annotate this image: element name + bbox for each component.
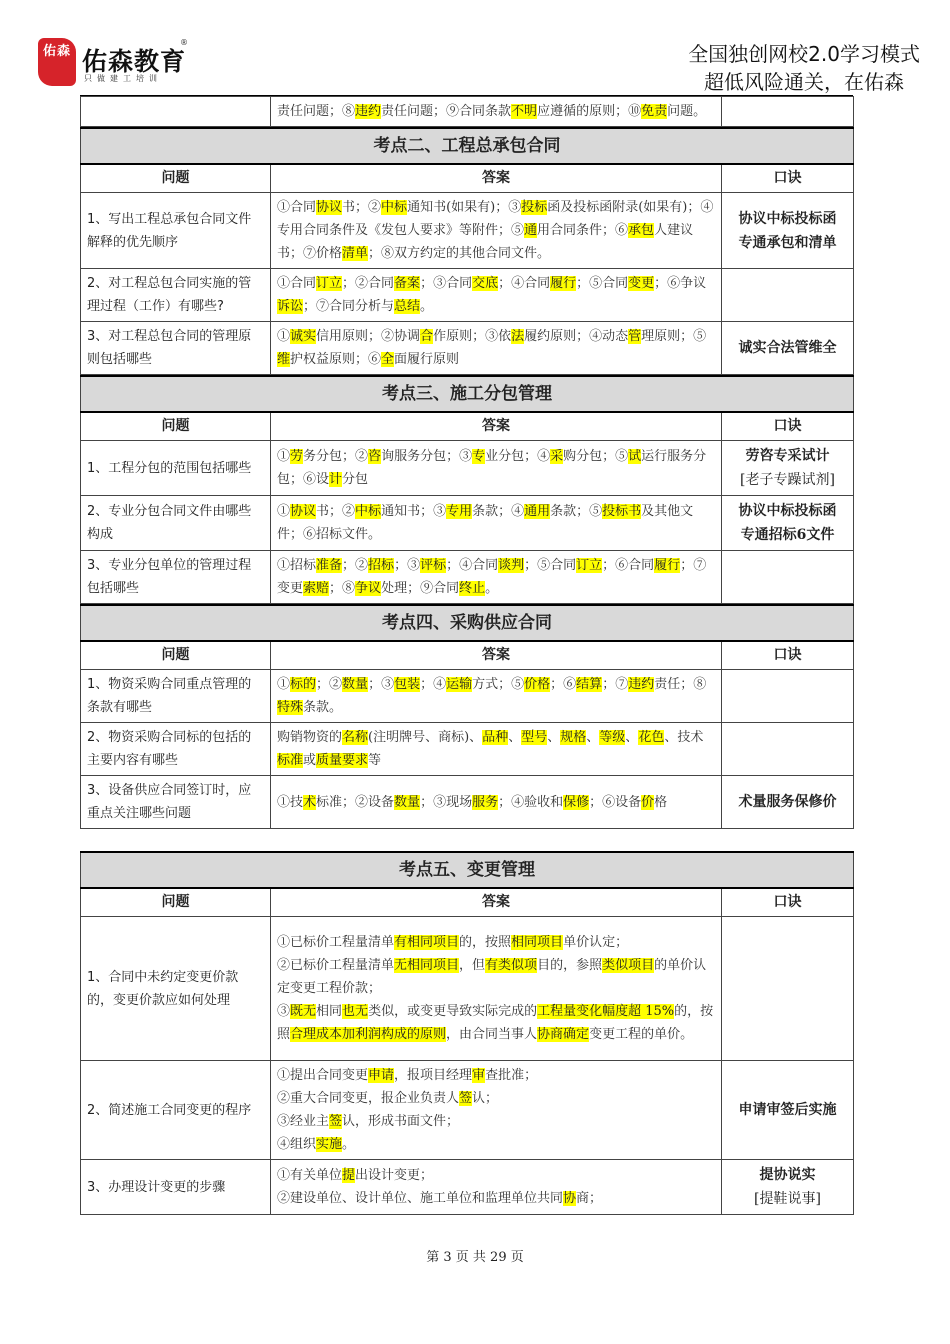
highlight: 标准 [277, 753, 304, 768]
highlight: 价 [641, 794, 655, 810]
answer-header: 答案 [271, 164, 722, 193]
highlight: 签 [459, 1091, 473, 1106]
question-cell: 3、专业分包单位的管理过程包括哪些 [81, 551, 271, 604]
answer-cell: 责任问题；⑧违约责任问题；⑨合同条款不明应遵循的原则；⑩免责问题。 [271, 97, 722, 127]
highlight: 协 [563, 1191, 577, 1206]
highlight: 免责 [641, 104, 668, 119]
highlight: 准备 [316, 558, 343, 573]
question-cell: 3、对工程总包合同的管理原则包括哪些 [81, 322, 271, 375]
mnemonic-line: 术量服务保修价 [738, 794, 837, 810]
answer-cell: ①诚实信用原则；②协调合作原则；③依法履约原则；④动态管理原则；⑤维护权益原则；⑥全面履行原则 [271, 322, 722, 375]
highlight: 通用 [524, 504, 551, 519]
highlight: 等级 [599, 730, 626, 745]
highlight: 交底 [472, 276, 499, 291]
highlight: 投标书 [602, 504, 642, 519]
highlight: 中标 [381, 200, 408, 215]
question-cell: 1、工程分包的范围包括哪些 [81, 441, 271, 496]
highlight: 合 [420, 329, 434, 344]
highlight: 订立 [576, 558, 603, 573]
mnemonic-line: 协议中标投标函 [738, 210, 837, 227]
highlight: 计 [329, 472, 343, 487]
highlight: 提 [342, 1168, 356, 1183]
highlight: 维 [277, 352, 291, 367]
highlight: 试 [628, 449, 642, 464]
question-header: 问题 [81, 164, 271, 193]
highlight: 审 [472, 1068, 486, 1083]
mnemonic-header: 口诀 [722, 641, 854, 670]
mnemonic-cell [722, 1160, 854, 1215]
table-row [81, 322, 854, 375]
highlight: 违约 [628, 677, 655, 692]
highlight: 术 [303, 794, 317, 810]
table-part1 [80, 96, 854, 127]
logo-subtitle: 只做建工培训 [84, 74, 162, 83]
highlight: 劳 [290, 449, 304, 464]
highlight: 全 [381, 352, 395, 367]
continued-row [81, 97, 854, 127]
answer-cell: 购销物资的名称(注明牌号、商标)、品种、型号、规格、等级、花色、技术标准或质量要求等 [271, 723, 722, 776]
mnemonic-cell [722, 1061, 854, 1160]
highlight: 包装 [394, 677, 421, 692]
highlight: 管 [628, 329, 642, 344]
highlight: 法 [511, 329, 525, 344]
answer-cell: ①劳务分包；②咨询服务分包；③专业分包；④采购分包；⑤试运行服务分包；⑥设计分包 [271, 441, 722, 496]
question-cell: 3、办理设计变更的步骤 [81, 1160, 271, 1215]
highlight: 品种 [482, 730, 509, 745]
section-4 [80, 604, 854, 829]
table-row [81, 496, 854, 551]
highlight: 采 [550, 449, 564, 464]
table-row [81, 1061, 854, 1160]
highlight: 申请 [368, 1068, 395, 1083]
highlight: 价格 [524, 677, 551, 692]
question-cell: 2、专业分包合同文件由哪些构成 [81, 496, 271, 551]
mnemonic-header: 口诀 [722, 888, 854, 917]
mnemonic-line-2: [提鞋说事] [754, 1191, 821, 1207]
highlight: 清单 [342, 246, 369, 261]
question-cell: 1、物资采购合同重点管理的条款有哪些 [81, 670, 271, 723]
answer-cell: ①标的；②数量；③包装；④运输方式；⑤价格；⑥结算；⑦违约责任；⑧特殊条款。 [271, 670, 722, 723]
table-row [81, 441, 854, 496]
answer-cell: ①合同订立；②合同备案；③合同交底；④合同履行；⑤合同变更；⑥争议诉讼；⑦合同分析与总结。 [271, 269, 722, 322]
mnemonic-line: 诚实合法管维全 [738, 340, 837, 356]
highlight: 通 [524, 223, 538, 238]
highlight: 评标 [420, 558, 447, 573]
highlight: 专用 [446, 504, 473, 519]
mnemonic-cell [722, 670, 854, 723]
registered-mark: ® [180, 38, 188, 47]
logo-seal: 佑森 [38, 38, 76, 86]
table-row [81, 670, 854, 723]
highlight: 工程量变化幅度超 15% [537, 1004, 675, 1019]
mnemonic-cell [722, 269, 854, 322]
question-header: 问题 [81, 412, 271, 441]
mnemonic-cell [722, 917, 854, 1061]
section-3 [80, 375, 854, 604]
question-header: 问题 [81, 888, 271, 917]
highlight: 无相同项目 [394, 958, 460, 973]
highlight: 有相同项目 [394, 935, 460, 950]
section-title: 考点四、采购供应合同 [81, 605, 854, 641]
answer-cell: ①技术标准；②设备数量；③现场服务；④验收和保修；⑥设备价格 [271, 776, 722, 829]
mnemonic-cell [722, 322, 854, 375]
table-row [81, 723, 854, 776]
highlight: 类似项目 [602, 958, 655, 973]
highlight: 服务 [472, 794, 499, 810]
highlight: 订立 [316, 276, 343, 291]
highlight: 协商确定 [537, 1027, 590, 1042]
highlight: 签 [329, 1114, 343, 1129]
highlight: 有类似项 [485, 958, 538, 973]
answer-header: 答案 [271, 641, 722, 670]
mnemonic-cell [722, 193, 854, 269]
highlight: 变更 [628, 276, 655, 291]
highlight: 协议 [316, 200, 343, 215]
highlight: 投标 [521, 200, 548, 215]
document-body [80, 96, 853, 1215]
highlight: 总结 [394, 299, 421, 314]
highlight: 名称 [342, 730, 369, 745]
highlight: 招标 [368, 558, 395, 573]
table-row [81, 1160, 854, 1215]
section-title: 考点三、施工分包管理 [81, 376, 854, 412]
section-title: 考点五、变更管理 [81, 852, 854, 888]
slogan-line2: 超低风险通关，在佑森 [704, 70, 904, 94]
mnemonic-header: 口诀 [722, 412, 854, 441]
highlight: 规格 [560, 730, 587, 745]
logo-name: 佑森教育 [82, 47, 187, 76]
mnemonic-line: 协议中标投标函 [738, 503, 837, 519]
highlight: 专 [472, 449, 486, 464]
answer-cell: ①提出合同变更申请，报项目经理审查批准； ②重大合同变更，报企业负责人签认； ③经业主签认，形成书面文件； ④组织实施。 [271, 1061, 722, 1160]
highlight: 终止 [459, 581, 486, 596]
section-gap [80, 829, 853, 851]
highlight: 诚实 [290, 329, 317, 344]
highlight: 保修 [563, 794, 590, 810]
highlight: 违约 [355, 104, 382, 119]
answer-cell: ①招标准备；②招标；③评标；④合同谈判；⑤合同订立；⑥合同履行；⑦变更索赔；⑧争议处理；⑨合同终止。 [271, 551, 722, 604]
mnemonic-line: 劳咨专采试计 [745, 448, 830, 464]
highlight: 运输 [446, 677, 473, 692]
highlight: 协议 [290, 504, 317, 519]
highlight: 数量 [394, 794, 421, 810]
mnemonic-cell [722, 551, 854, 604]
answer-header: 答案 [271, 888, 722, 917]
highlight: 诉讼 [277, 299, 304, 314]
table-row [81, 917, 854, 1061]
answer-cell: ①已标价工程量清单有相同项目的，按照相同项目单价认定； ②已标价工程量清单无相同项目，但有类似项目的，参照类似项目的单价认定变更工程价款； ③既无相同也无类似，或变更导致实际完成的工程量变化幅度超 15%的，按照合理成本加利润构成的原则，由合同当事人协商确定变更工程的单价。 [271, 917, 722, 1061]
highlight: 不明 [511, 104, 538, 119]
section-5 [80, 851, 854, 1215]
question-cell: 2、对工程总包合同实施的管理过程（工作）有哪些? [81, 269, 271, 322]
mnemonic-line-2: 专通招标6文件 [740, 527, 835, 543]
section-title: 考点二、工程总承包合同 [81, 128, 854, 164]
question-header: 问题 [81, 641, 271, 670]
mnemonic-cell [722, 496, 854, 551]
highlight: 花色 [638, 730, 665, 745]
question-cell: 2、简述施工合同变更的程序 [81, 1061, 271, 1160]
table-row [81, 776, 854, 829]
highlight: 履行 [654, 558, 681, 573]
brand-logo [38, 38, 188, 88]
highlight: 备案 [394, 276, 421, 291]
question-cell: 2、物资采购合同标的包括的主要内容有哪些 [81, 723, 271, 776]
table-row [81, 269, 854, 322]
highlight: 争议 [355, 581, 382, 596]
question-cell: 1、合同中未约定变更价款的，变更价款应如何处理 [81, 917, 271, 1061]
highlight: 标的 [290, 677, 317, 692]
mnemonic-cell [722, 776, 854, 829]
highlight: 谈判 [498, 558, 525, 573]
mnemonic-line: 提协说实 [759, 1167, 816, 1183]
mnemonic-line: 申请审签后实施 [738, 1102, 837, 1118]
question-cell: 3、设备供应合同签订时，应重点关注哪些问题 [81, 776, 271, 829]
section-2 [80, 127, 854, 375]
highlight: 相同项目 [511, 935, 564, 950]
highlight: 索赔 [303, 581, 330, 596]
highlight: 承包 [628, 223, 655, 238]
mnemonic-cell [722, 723, 854, 776]
answer-cell: ①合同协议书；②中标通知书(如果有)；③投标函及投标函附录(如果有)；④专用合同条件及《发包人要求》等附件；⑤通用合同条件；⑥承包人建议书；⑦价格清单；⑧双方约定的其他合同文件。 [271, 193, 722, 269]
highlight: 数量 [342, 677, 369, 692]
mnemonic-line-2: [老子专躁试剂] [740, 472, 835, 488]
highlight: 咨 [368, 449, 382, 464]
highlight: 特殊 [277, 700, 304, 715]
highlight: 型号 [521, 730, 548, 745]
highlight: 也无 [342, 1004, 369, 1019]
highlight: 既无 [290, 1004, 317, 1019]
answer-cell: ①协议书；②中标通知书；③专用条款；④通用条款；⑤投标书及其他文件；⑥招标文件。 [271, 496, 722, 551]
highlight: 合理成本加利润构成的原则 [290, 1027, 447, 1042]
page-number: 第 3 页 共 29 页 [426, 1250, 524, 1265]
slogan-line1: 全国独创网校2.0学习模式 [688, 42, 920, 66]
question-cell: 1、写出工程总承包合同文件解释的优先顺序 [81, 193, 271, 269]
highlight: 中标 [355, 504, 382, 519]
answer-header: 答案 [271, 412, 722, 441]
highlight: 结算 [576, 677, 603, 692]
table-row [81, 551, 854, 604]
highlight: 履行 [550, 276, 577, 291]
answer-cell: ①有关单位提出设计变更； ②建设单位、设计单位、施工单位和监理单位共同协商； [271, 1160, 722, 1215]
mnemonic-header: 口诀 [722, 164, 854, 193]
mnemonic-cell [722, 441, 854, 496]
mnemonic-line-2: 专通承包和清单 [738, 234, 837, 251]
table-row [81, 193, 854, 269]
highlight: 实施 [316, 1137, 343, 1152]
highlight: 质量要求 [316, 753, 369, 768]
